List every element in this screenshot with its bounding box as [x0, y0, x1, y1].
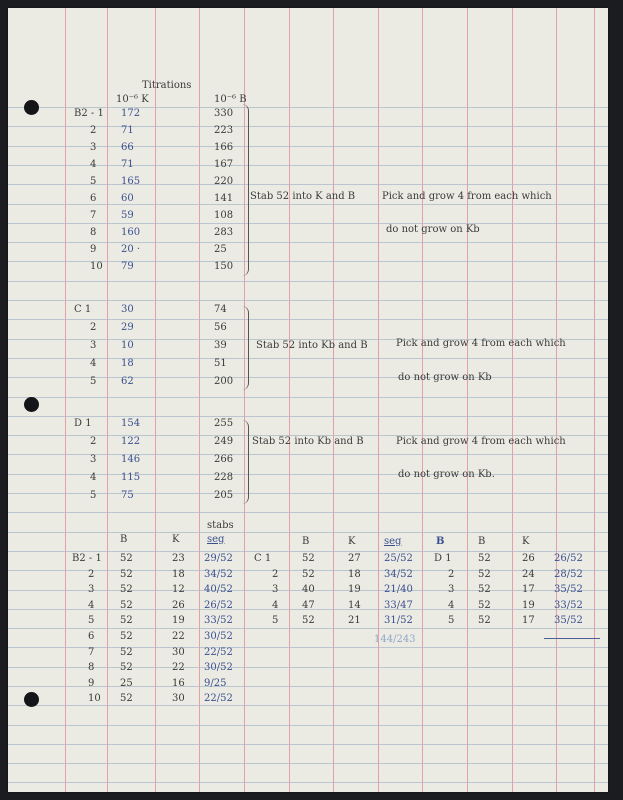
stab-seg-value: 33/47 — [384, 599, 413, 611]
stab-b-value: 52 — [478, 553, 491, 564]
stab-row-label: 8 — [88, 662, 95, 674]
margin-line — [512, 8, 513, 792]
stab-k-value: 17 — [522, 615, 535, 627]
ruled-line — [8, 493, 608, 494]
row-label: 5 — [90, 490, 97, 501]
titrations-title: Titrations — [142, 80, 192, 91]
stab-k-value: 24 — [522, 568, 535, 580]
stab-seg-value: 21/40 — [384, 584, 413, 596]
stab-b-value: 52 — [120, 584, 133, 596]
row-label: 7 — [90, 210, 97, 221]
c-pick-note-2: do not grow on Kb — [398, 372, 492, 383]
b-value: 56 — [214, 322, 227, 333]
stab-seg-value: 30/52 — [204, 662, 233, 674]
stab-k-value: 18 — [172, 568, 185, 580]
k-value: 71 — [121, 159, 134, 170]
row-label: 4 — [90, 358, 97, 369]
k-value: 172 — [121, 108, 141, 119]
margin-line — [594, 8, 595, 792]
stab-seg-value: 26/52 — [554, 553, 583, 564]
stab-k-value: 16 — [172, 677, 185, 689]
b-value: 166 — [214, 142, 234, 153]
ruled-line — [8, 377, 608, 378]
ruled-line — [8, 319, 608, 320]
b2-pick-note-1: Pick and grow 4 from each which — [382, 191, 552, 202]
row-label: 2 — [90, 125, 97, 136]
ruled-line — [8, 146, 608, 147]
ruled-line — [8, 474, 608, 475]
b-value: 220 — [214, 176, 234, 187]
c-col-seg: seg — [384, 536, 402, 547]
k-value: 71 — [121, 125, 134, 136]
row-label: 9 — [90, 244, 97, 255]
margin-line — [289, 8, 290, 792]
stab-b-value: 52 — [478, 568, 491, 580]
ruled-line — [8, 242, 608, 243]
b-value: 108 — [214, 210, 234, 221]
stab-k-value: 22 — [172, 662, 185, 674]
stab-row-label: 5 — [272, 615, 279, 627]
stab-seg-value: 31/52 — [384, 615, 413, 627]
margin-line — [422, 8, 423, 792]
k-value: 20 · — [121, 244, 141, 255]
stab-seg-value: 28/52 — [554, 568, 583, 580]
stab-b-value: 52 — [478, 615, 491, 627]
d-pick-note-2: do not grow on Kb. — [398, 469, 495, 480]
ruled-line — [8, 358, 608, 359]
stab-row-label: 4 — [448, 599, 455, 611]
stab-b-value: 52 — [478, 599, 491, 611]
stab-seg-value: 33/52 — [554, 599, 583, 611]
b-value: 141 — [214, 193, 234, 204]
stabs-title: stabs — [207, 520, 234, 531]
stab-k-value: 19 — [522, 599, 535, 611]
row-label: 3 — [90, 454, 97, 465]
row-label: D 1 — [74, 418, 92, 429]
b2-pick-note-2: do not grow on Kb — [386, 224, 480, 235]
stab-seg-value: 22/52 — [204, 646, 233, 658]
ruled-line — [8, 184, 608, 185]
d-col-k: K — [522, 536, 530, 547]
stab-b-value: 52 — [120, 646, 133, 658]
k-value: 160 — [121, 227, 141, 238]
k-value: 165 — [121, 176, 141, 187]
c-col-b: B — [302, 536, 310, 547]
d-pick-note-1: Pick and grow 4 from each which — [396, 436, 566, 447]
b-value: 25 — [214, 244, 227, 255]
d-stab-note: Stab 52 into Kb and B — [252, 436, 364, 447]
stab-b-value: 52 — [302, 553, 315, 564]
k-value: 122 — [121, 436, 141, 447]
header-k: 10⁻⁶ K — [116, 94, 149, 105]
ruled-line — [8, 763, 608, 764]
stab-seg-value: 22/52 — [204, 693, 233, 705]
ruled-line — [8, 744, 608, 745]
b-value: 255 — [214, 418, 234, 429]
stab-k-value: 27 — [348, 553, 361, 564]
stab-k-value: 12 — [172, 584, 185, 596]
row-label: 2 — [90, 436, 97, 447]
margin-line — [155, 8, 156, 792]
ruled-line — [8, 532, 608, 533]
margin-line — [107, 8, 108, 792]
stab-k-value: 19 — [172, 615, 185, 627]
b-value: 205 — [214, 490, 234, 501]
stab-row-label: 3 — [272, 584, 279, 596]
ruled-line — [8, 686, 608, 687]
ruled-line — [8, 397, 608, 398]
header-b: 10⁻⁶ B — [214, 94, 247, 105]
c-col-k: K — [348, 536, 356, 547]
stab-k-value: 22 — [172, 631, 185, 642]
stab-seg-value: 25/52 — [384, 553, 413, 564]
row-label: C 1 — [74, 304, 92, 315]
k-value: 60 — [121, 193, 134, 204]
stab-row-label: 2 — [272, 568, 279, 580]
stab-k-value: 26 — [522, 553, 535, 564]
b-value: 223 — [214, 125, 234, 136]
b-value: 330 — [214, 108, 234, 119]
stab-row-label: B2 - 1 — [72, 553, 102, 564]
ruled-line — [8, 782, 608, 783]
b-value: 228 — [214, 472, 234, 483]
binder-hole — [24, 100, 39, 115]
b-value: 39 — [214, 340, 227, 351]
b2-col-seg: seg — [207, 534, 225, 545]
k-value: 18 — [121, 358, 134, 369]
stab-seg-value: 29/52 — [204, 553, 233, 564]
c-pick-note-1: Pick and grow 4 from each which — [396, 338, 566, 349]
stab-seg-value: 9/25 — [204, 677, 227, 689]
notebook-page — [8, 8, 608, 792]
b-value: 283 — [214, 227, 234, 238]
ruled-line — [8, 512, 608, 513]
stab-row-label: 3 — [448, 584, 455, 596]
stab-row-label: 5 — [88, 615, 95, 627]
stab-k-value: 30 — [172, 646, 185, 658]
b2-col-k: K — [172, 534, 180, 545]
stab-b-value: 47 — [302, 599, 315, 611]
margin-line — [378, 8, 379, 792]
row-label: 3 — [90, 340, 97, 351]
row-label: 3 — [90, 142, 97, 153]
stab-seg-value: 40/52 — [204, 584, 233, 596]
stab-seg-value: 35/52 — [554, 615, 583, 627]
b2-col-b: B — [120, 534, 128, 545]
stab-b-value: 52 — [478, 584, 491, 596]
ruled-line — [8, 300, 608, 301]
k-value: 115 — [121, 472, 141, 483]
k-value: 29 — [121, 322, 134, 333]
stab-k-value: 21 — [348, 615, 361, 627]
ruled-line — [8, 551, 608, 552]
b-value: 74 — [214, 304, 227, 315]
row-label: B2 - 1 — [74, 108, 104, 119]
k-value: 154 — [121, 418, 141, 429]
stab-b-value: 52 — [302, 568, 315, 580]
row-label: 4 — [90, 472, 97, 483]
row-label: 5 — [90, 176, 97, 187]
row-label: 6 — [90, 193, 97, 204]
stab-b-value: 40 — [302, 584, 315, 596]
stab-b-value: 52 — [120, 568, 133, 580]
stab-k-value: 19 — [348, 584, 361, 596]
stab-row-label: 3 — [88, 584, 95, 596]
ruled-line — [8, 165, 608, 166]
row-label: 10 — [90, 261, 103, 272]
stab-b-value: 52 — [302, 615, 315, 627]
stab-row-label: 2 — [448, 568, 455, 580]
b-value: 266 — [214, 454, 234, 465]
ruled-line — [8, 416, 608, 417]
stab-seg-value: 35/52 — [554, 584, 583, 596]
b2-stab-note: Stab 52 into K and B — [250, 191, 356, 202]
stab-seg-value: 34/52 — [384, 568, 413, 580]
stab-k-value: 18 — [348, 568, 361, 580]
ruled-line — [8, 667, 608, 668]
stab-seg-value: 33/52 — [204, 615, 233, 627]
ruled-line — [8, 454, 608, 455]
k-value: 10 — [121, 340, 134, 351]
k-value: 59 — [121, 210, 134, 221]
stab-seg-value: 34/52 — [204, 568, 233, 580]
stab-b-value: 25 — [120, 677, 133, 689]
row-label: 8 — [90, 227, 97, 238]
stab-b-value: 52 — [120, 662, 133, 674]
c-brace — [242, 306, 249, 390]
b-value: 167 — [214, 159, 234, 170]
k-value: 62 — [121, 376, 134, 387]
k-value: 30 — [121, 304, 134, 315]
stab-row-label: D 1 — [434, 553, 452, 564]
ruled-line — [8, 126, 608, 127]
stab-row-label: 7 — [88, 646, 95, 658]
stab-row-label: 2 — [88, 568, 95, 580]
ruled-line — [8, 281, 608, 282]
stab-k-value: 23 — [172, 553, 185, 564]
stab-k-value: 26 — [172, 599, 185, 611]
stab-row-label: 4 — [272, 599, 279, 611]
b-value: 150 — [214, 261, 234, 272]
stab-b-value: 52 — [120, 599, 133, 611]
stab-k-value: 17 — [522, 584, 535, 596]
k-value: 75 — [121, 490, 134, 501]
ruled-line — [8, 628, 608, 629]
ruled-line — [8, 223, 608, 224]
d-col-b: B — [478, 536, 486, 547]
d-col-mark: B — [436, 536, 445, 547]
k-value: 146 — [121, 454, 141, 465]
stab-k-value: 14 — [348, 599, 361, 611]
margin-line — [467, 8, 468, 792]
row-label: 2 — [90, 322, 97, 333]
stab-row-label: 5 — [448, 615, 455, 627]
c-stab-note: Stab 52 into Kb and B — [256, 340, 368, 351]
binder-hole — [24, 692, 39, 707]
row-label: 5 — [90, 376, 97, 387]
ruled-line — [8, 204, 608, 205]
b-value: 51 — [214, 358, 227, 369]
stab-b-value: 52 — [120, 553, 133, 564]
stab-row-label: C 1 — [254, 553, 272, 564]
margin-line — [333, 8, 334, 792]
margin-line — [199, 8, 200, 792]
d-underline — [544, 638, 600, 639]
margin-line — [556, 8, 557, 792]
margin-line — [65, 8, 66, 792]
binder-hole — [24, 397, 39, 412]
stab-seg-value: 30/52 — [204, 631, 233, 642]
b2-brace — [242, 104, 249, 276]
k-value: 66 — [121, 142, 134, 153]
stab-b-value: 52 — [120, 615, 133, 627]
stab-b-value: 52 — [120, 631, 133, 642]
stab-row-label: 4 — [88, 599, 95, 611]
stab-row-label: 9 — [88, 677, 95, 689]
ruled-line — [8, 725, 608, 726]
stab-row-label: 6 — [88, 631, 95, 642]
stab-seg-value: 26/52 — [204, 599, 233, 611]
ruled-line — [8, 647, 608, 648]
stab-b-value: 52 — [120, 693, 133, 705]
d-brace — [242, 420, 249, 504]
b-value: 249 — [214, 436, 234, 447]
c-faint-total: 144/243 — [374, 634, 416, 645]
row-label: 4 — [90, 159, 97, 170]
stab-k-value: 30 — [172, 693, 185, 705]
k-value: 79 — [121, 261, 134, 272]
b-value: 200 — [214, 376, 234, 387]
stab-row-label: 10 — [88, 693, 101, 705]
